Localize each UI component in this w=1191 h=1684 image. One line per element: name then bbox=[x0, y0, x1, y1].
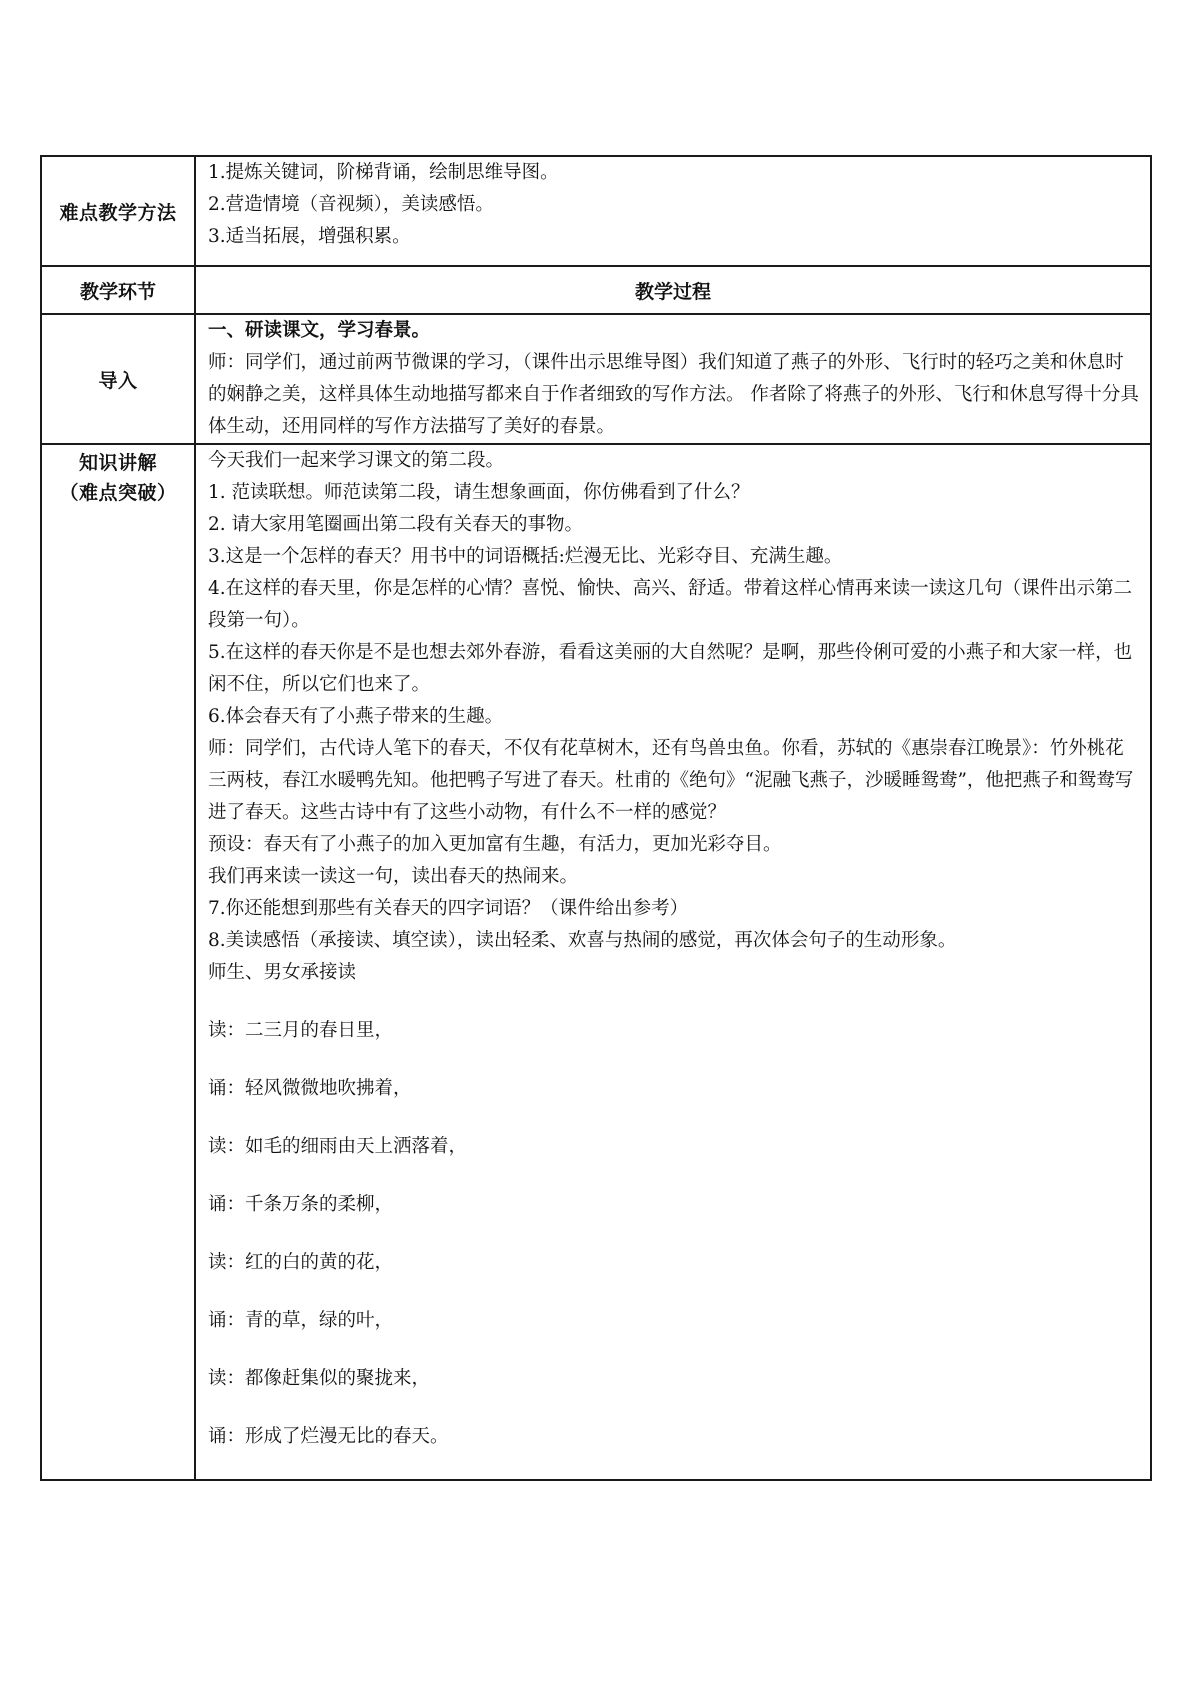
difficulty-methods-row bbox=[41, 156, 1151, 266]
lesson-plan-table bbox=[40, 155, 1152, 1481]
knowledge-line: 2. 请大家用笔圈画出第二段有关春天的事物。 bbox=[208, 514, 584, 535]
knowledge-content bbox=[195, 444, 1151, 1480]
recitation-line: 读：如毛的细雨由天上洒落着， bbox=[208, 1136, 468, 1157]
spacer bbox=[208, 989, 1140, 1015]
intro-paragraph: 师：同学们，通过前两节微课的学习，（课件出示思维导图）我们知道了燕子的外形、飞行时的轻巧之美和休息时的娴静之美，这样具体生动地描写都来自于作者细致的写作方法。 作者除了将燕子的外形、飞行和休息写得十分具体生动，还用同样的写作方法描写了美好的春景。 bbox=[208, 352, 1139, 437]
recitation-line: 诵：青的草，绿的叶， bbox=[208, 1310, 394, 1331]
knowledge-line: 1. 范读联想。师范读第二段，请生想象画面，你仿佛看到了什么？ bbox=[208, 482, 750, 503]
intro-label: 导入 bbox=[41, 314, 195, 444]
difficulty-methods-content bbox=[195, 156, 1151, 266]
recitation-line: 诵：轻风微微地吹拂着， bbox=[208, 1078, 412, 1099]
table-header-row bbox=[41, 266, 1151, 314]
header-stage: 教学环节 bbox=[41, 266, 195, 314]
knowledge-line: 4.在这样的春天里，你是怎样的心情？喜悦、愉快、高兴、舒适。带着这样心情再来读一读这几句（课件出示第二段第一句）。 bbox=[208, 578, 1133, 631]
knowledge-label-line2: （难点突破） bbox=[59, 482, 177, 504]
knowledge-line: 我们再来读一读这一句，读出春天的热闹来。 bbox=[208, 866, 579, 887]
knowledge-line: 师生、男女承接读 bbox=[208, 962, 357, 983]
intro-content bbox=[195, 314, 1151, 444]
knowledge-line: 今天我们一起来学习课文的第二段。 bbox=[208, 450, 505, 471]
knowledge-row bbox=[41, 444, 1151, 1480]
knowledge-line: 3.这是一个怎样的春天？用书中的词语概括:烂漫无比、光彩夺目、充满生趣。 bbox=[208, 546, 843, 567]
recitation-line: 读：都像赶集似的聚拢来， bbox=[208, 1368, 431, 1389]
difficulty-methods-label: 难点教学方法 bbox=[41, 156, 195, 266]
method-item: 3.适当拓展，增强积累。 bbox=[208, 226, 411, 247]
recitation-line: 诵：形成了烂漫无比的春天。 bbox=[208, 1426, 449, 1447]
knowledge-line: 7.你还能想到那些有关春天的四字词语？（课件给出参考） bbox=[208, 898, 689, 919]
knowledge-line: 5.在这样的春天你是不是也想去郊外春游，看看这美丽的大自然呢？是啊，那些伶俐可爱的小燕子和大家一样，也闲不住，所以它们也来了。 bbox=[208, 642, 1133, 695]
intro-heading: 一、研读课文，学习春景。 bbox=[208, 320, 431, 341]
header-process: 教学过程 bbox=[195, 266, 1151, 314]
knowledge-line: 预设：春天有了小燕子的加入更加富有生趣，有活力，更加光彩夺目。 bbox=[208, 834, 782, 855]
knowledge-label bbox=[41, 444, 195, 1480]
recitation-line: 读：红的白的黄的花， bbox=[208, 1252, 394, 1273]
knowledge-label-line1: 知识讲解 bbox=[78, 452, 157, 474]
knowledge-line: 师：同学们，古代诗人笔下的春天，不仅有花草树木，还有鸟兽虫鱼。你看，苏轼的《惠崇春江晚景》：竹外桃花三两枝，春江水暖鸭先知。他把鸭子写进了春天。杜甫的《绝句》“泥融飞燕子，沙暖睡鸳鸯”，他把燕子和鸳鸯写进了春天。这些古诗中有了这些小动物，有什么不一样的感觉？ bbox=[208, 738, 1134, 823]
knowledge-line: 8.美读感悟（承接读、填空读），读出轻柔、欢喜与热闹的感觉，再次体会句子的生动形象。 bbox=[208, 930, 957, 951]
intro-row bbox=[41, 314, 1151, 444]
recitation-line: 读：二三月的春日里， bbox=[208, 1020, 394, 1041]
recitation-line: 诵：千条万条的柔柳， bbox=[208, 1194, 394, 1215]
knowledge-line: 6.体会春天有了小燕子带来的生趣。 bbox=[208, 706, 504, 727]
method-item: 2.营造情境（音视频），美读感悟。 bbox=[208, 194, 494, 215]
method-item: 1.提炼关键词，阶梯背诵，绘制思维导图。 bbox=[208, 162, 559, 183]
